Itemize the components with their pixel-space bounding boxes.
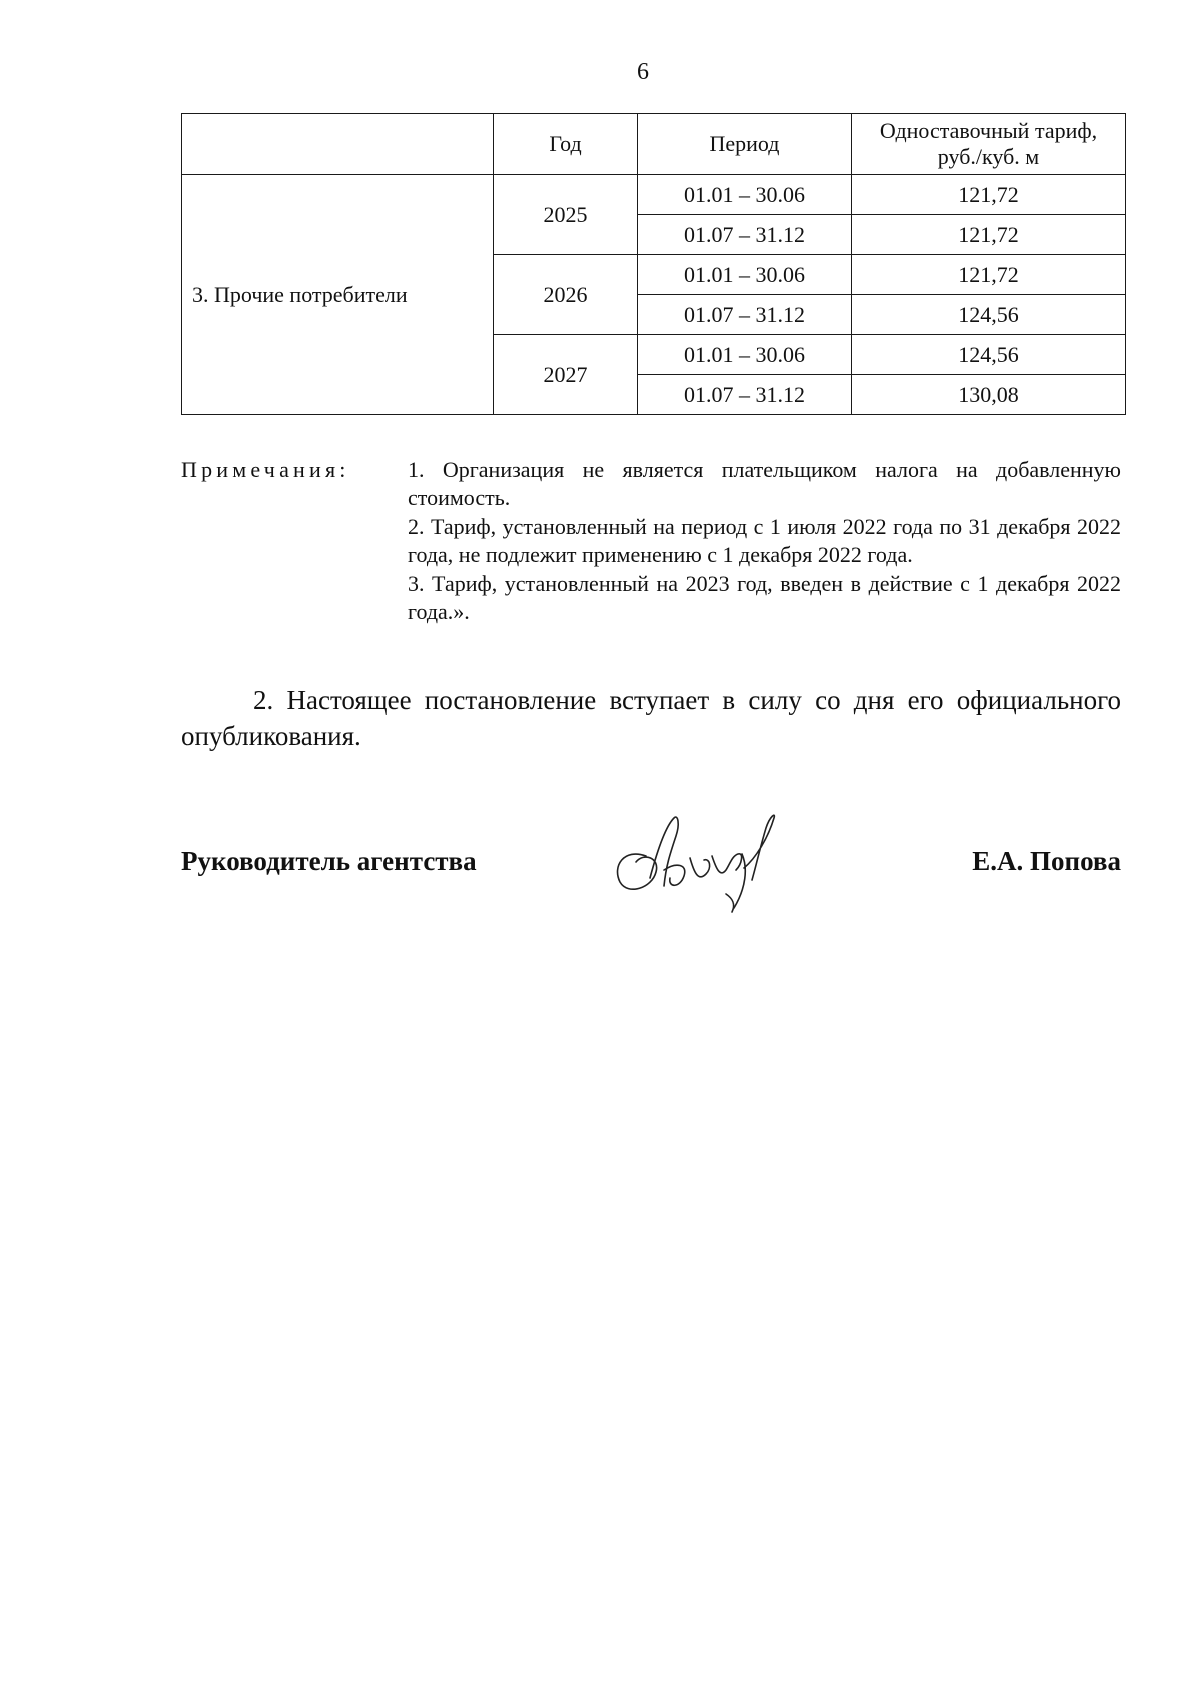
header-tariff-line1: Одноставочный тариф, (879, 118, 1098, 143)
tariff-table (181, 113, 1126, 415)
effective-clause: 2. Настоящее постановление вступает в силу со дня его официального опубликования. (181, 685, 1121, 751)
tariff-cell: 130,08 (852, 375, 1126, 415)
tariff-cell: 124,56 (852, 295, 1126, 335)
period-cell: 01.01 – 30.06 (638, 175, 852, 215)
notes-label: Примечания: (181, 457, 350, 482)
tariff-cell: 124,56 (852, 335, 1126, 375)
note-item: 3. Тариф, установленный на 2023 год, введен в действие с 1 декабря 2022 года.». (408, 571, 1121, 624)
note-item: 1. Организация не является плательщиком налога на добавленную стоимость. (408, 457, 1121, 510)
table-header-row (182, 114, 1126, 175)
handwritten-signature (606, 808, 786, 918)
page-number: 6 (637, 59, 649, 85)
year-cell: 2027 (494, 335, 638, 415)
header-year: Год (494, 114, 638, 175)
header-tariff (852, 114, 1126, 175)
header-tariff-line2: руб./куб. м (937, 144, 1040, 169)
notes-list (408, 456, 1121, 627)
period-cell: 01.07 – 31.12 (638, 215, 852, 255)
period-cell: 01.01 – 30.06 (638, 255, 852, 295)
tariff-cell: 121,72 (852, 175, 1126, 215)
signature-block (181, 840, 1121, 900)
period-cell: 01.07 – 31.12 (638, 375, 852, 415)
tariff-cell: 121,72 (852, 255, 1126, 295)
consumer-cell: 3. Прочие потребители (182, 175, 494, 415)
period-cell: 01.07 – 31.12 (638, 295, 852, 335)
header-period: Период (638, 114, 852, 175)
period-cell: 01.01 – 30.06 (638, 335, 852, 375)
signatory-position: Руководитель агентства (181, 846, 477, 876)
year-cell: 2025 (494, 175, 638, 255)
year-cell: 2026 (494, 255, 638, 335)
table-row (182, 175, 1126, 215)
signatory-name: Е.А. Попова (972, 846, 1121, 876)
tariff-cell: 121,72 (852, 215, 1126, 255)
header-consumer (182, 114, 494, 175)
note-item: 2. Тариф, установленный на период с 1 июля 2022 года по 31 декабря 2022 года, не подлежит применению с 1 декабря 2022 года. (408, 514, 1121, 567)
